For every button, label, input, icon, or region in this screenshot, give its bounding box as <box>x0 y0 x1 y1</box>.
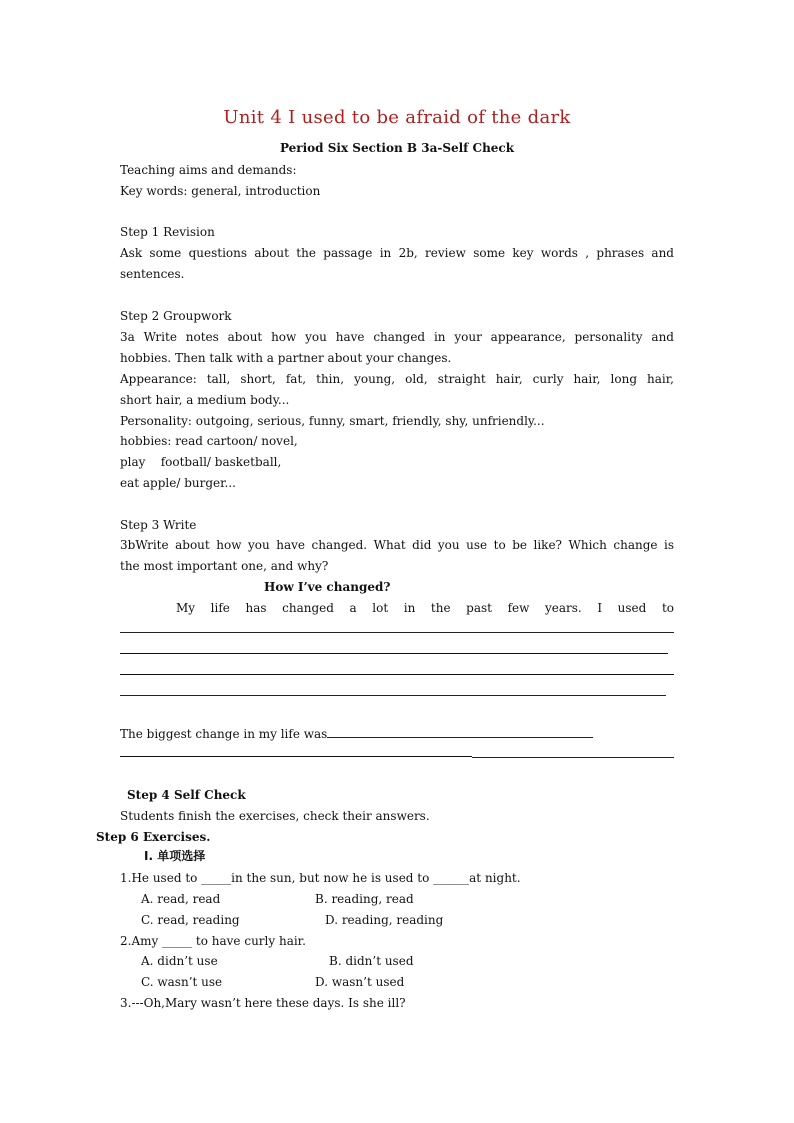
biggest-change-prompt <box>120 725 593 742</box>
essay-title: How I’ve changed? <box>264 580 391 594</box>
step2-text-line1: 3a Write notes about how you have changed in your appearance, personality and <box>120 330 674 344</box>
page-title: Unit 4 I used to be afraid of the dark <box>223 107 571 128</box>
step3-text-line1: 3bWrite about how you have changed. What did you use to be like? Which change is <box>120 538 674 552</box>
q1-option-d[interactable]: D. reading, reading <box>325 913 444 927</box>
step1-text-line1: Ask some questions about the passage in 2b, review some key words , phrases and <box>120 246 674 260</box>
step2-text-line2: hobbies. Then talk with a partner about your changes. <box>120 351 452 365</box>
q2-option-b[interactable]: B. didn’t used <box>329 954 414 968</box>
step2-heading: Step 2 Groupwork <box>120 309 232 323</box>
biggest-change-text: The biggest change in my life was <box>120 727 328 741</box>
writing-line-5[interactable] <box>120 756 472 757</box>
writing-line-3[interactable] <box>120 674 674 675</box>
essay-start: My life has changed a lot in the past few years. I used to <box>176 601 674 615</box>
writing-line-4[interactable] <box>120 695 666 696</box>
key-words: Key words: general, introduction <box>120 184 321 198</box>
step1-heading: Step 1 Revision <box>120 225 215 239</box>
section-multiple-choice: I. 单项选择 <box>144 849 206 863</box>
step4-heading: Step 4 Self Check <box>127 788 246 802</box>
appearance-line1: Appearance: tall, short, fat, thin, young, old, straight hair, curly hair, long hair, <box>120 372 674 386</box>
q2-option-d[interactable]: D. wasn’t used <box>315 975 405 989</box>
step3-text-line2: the most important one, and why? <box>120 559 329 573</box>
appearance-line2: short hair, a medium body... <box>120 393 290 407</box>
page-subtitle: Period Six Section B 3a-Self Check <box>279 141 515 155</box>
question-2: 2.Amy _____ to have curly hair. <box>120 934 306 948</box>
aims-heading: Teaching aims and demands: <box>120 163 297 177</box>
biggest-change-blank[interactable] <box>327 725 593 738</box>
step6-heading: Step 6 Exercises. <box>96 830 211 844</box>
question-3: 3.---Oh,Mary wasn’t here these days. Is she ill? <box>120 996 406 1010</box>
q1-option-a[interactable]: A. read, read <box>141 892 221 906</box>
step1-text-line2: sentences. <box>120 267 185 281</box>
eat-line: eat apple/ burger... <box>120 476 236 490</box>
writing-line-2[interactable] <box>120 653 668 654</box>
step3-heading: Step 3 Write <box>120 518 197 532</box>
personality-line: Personality: outgoing, serious, funny, smart, friendly, shy, unfriendly... <box>120 414 545 428</box>
play-line: play football/ basketball, <box>120 455 282 469</box>
writing-line-1[interactable] <box>120 632 674 633</box>
question-1: 1.He used to _____in the sun, but now he is used to ______at night. <box>120 871 521 885</box>
q1-option-b[interactable]: B. reading, read <box>315 892 414 906</box>
hobbies-line: hobbies: read cartoon/ novel, <box>120 434 298 448</box>
q2-option-c[interactable]: C. wasn’t use <box>141 975 223 989</box>
q2-option-a[interactable]: A. didn’t use <box>141 954 218 968</box>
writing-line-5b[interactable] <box>472 757 674 758</box>
step4-text: Students finish the exercises, check their answers. <box>120 809 430 823</box>
q1-option-c[interactable]: C. read, reading <box>141 913 240 927</box>
